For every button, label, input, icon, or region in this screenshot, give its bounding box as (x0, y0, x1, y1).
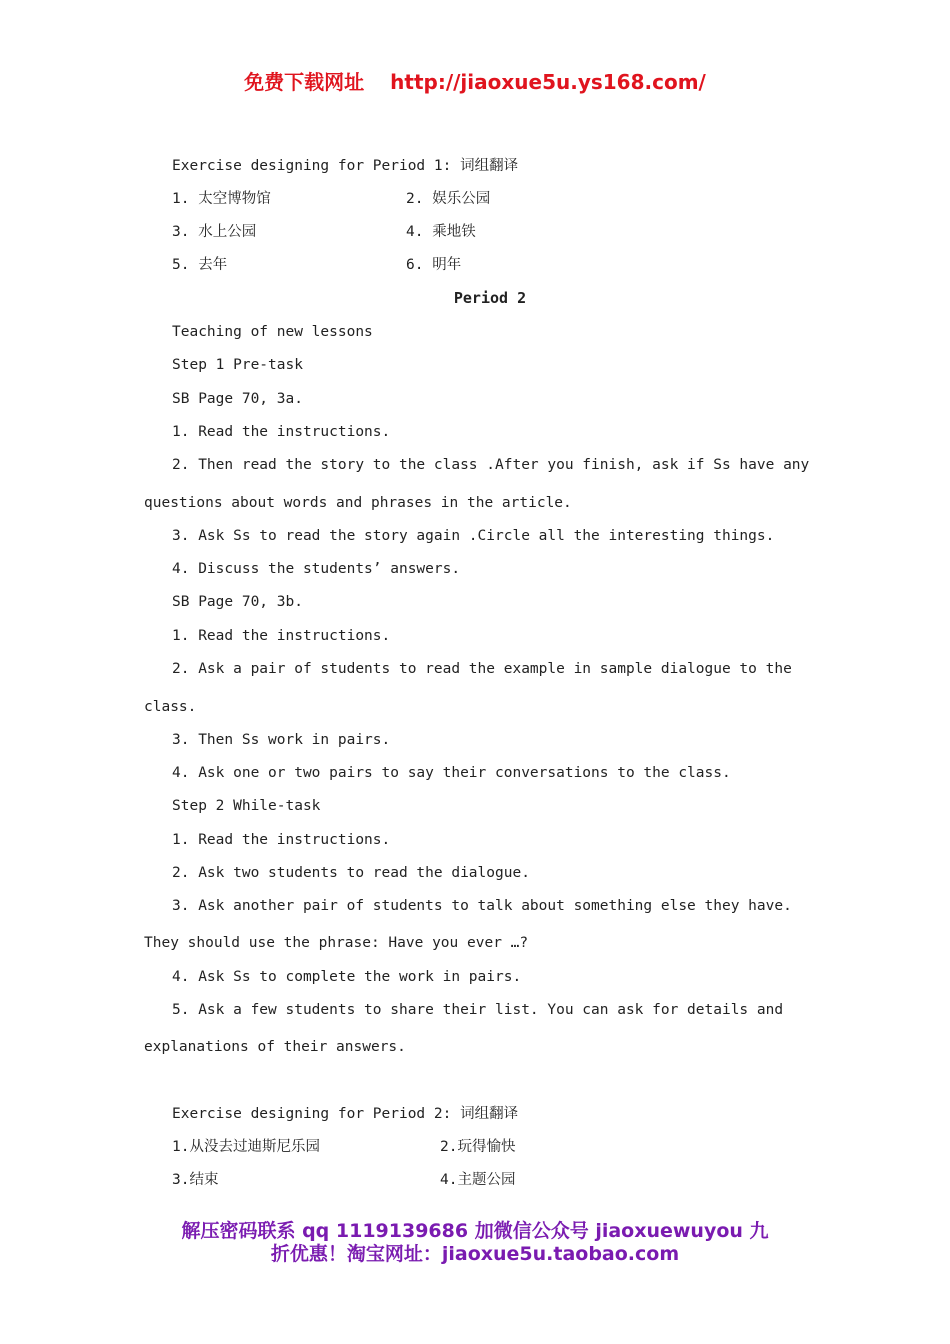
site-url-link[interactable]: http://jiaoxue5u.ys168.com/ (390, 70, 706, 94)
exercise-item: 3. 水上公园 (172, 224, 257, 240)
step-line: 1. Read the instructions. (172, 832, 391, 848)
download-header (0, 66, 950, 95)
step-line: 2. Then read the story to the class .After you finish, ask if Ss have any (172, 457, 810, 473)
exercise-item: 5. 去年 (172, 257, 228, 273)
step-line-continued: They should use the phrase: Have you ever …? (144, 935, 529, 951)
exercise-item: 1.从没去过迪斯尼乐园 (172, 1139, 320, 1155)
step-line: 4. Ask one or two pairs to say their conversations to the class. (172, 765, 731, 781)
exercise-item: 4. 乘地铁 (406, 224, 476, 240)
step-line-continued: explanations of their answers. (144, 1039, 406, 1055)
step1-heading: Step 1 Pre-task (172, 357, 303, 373)
step-line: 3. Ask Ss to read the story again .Circle all the interesting things. (172, 528, 775, 544)
period2-intro: Teaching of new lessons (172, 324, 373, 340)
exercise-item: 4.主题公园 (440, 1172, 516, 1188)
step-line: 1. Read the instructions. (172, 424, 391, 440)
step-line-continued: questions about words and phrases in the article. (144, 495, 572, 511)
site-name: 免费下载网址 (244, 70, 365, 94)
exercise-item: 1. 太空博物馆 (172, 191, 271, 207)
sb-page-3b: SB Page 70, 3b. (172, 594, 303, 610)
step-line: 4. Ask Ss to complete the work in pairs. (172, 969, 522, 985)
period2-heading: Period 2 (453, 289, 527, 307)
step-line: 2. Ask two students to read the dialogue. (172, 865, 530, 881)
sb-page-3a: SB Page 70, 3a. (172, 391, 303, 407)
step-line: 4. Discuss the students’ answers. (172, 561, 461, 577)
footer-contact-line: 解压密码联系 qq 1119139686 加微信公众号 jiaoxuewuyou 九 (181, 1220, 769, 1242)
step-line: 3. Ask another pair of students to talk about something else they have. (172, 898, 792, 914)
step2-heading: Step 2 While-task (172, 798, 321, 814)
footer-shop-line: 折优惠！淘宝网址：jiaoxue5u.taobao.com (270, 1243, 680, 1265)
step-line: 2. Ask a pair of students to read the example in sample dialogue to the (172, 661, 792, 677)
step-line: 5. Ask a few students to share their list. You can ask for details and (172, 1002, 784, 1018)
exercise-item: 2.玩得愉快 (440, 1139, 516, 1155)
exercise-item: 3.结束 (172, 1172, 219, 1188)
period1-exercise-title: Exercise designing for Period 1: 词组翻译 (172, 158, 519, 174)
step-line: 3. Then Ss work in pairs. (172, 732, 391, 748)
exercise-item: 2. 娱乐公园 (406, 191, 491, 207)
step-line: 1. Read the instructions. (172, 628, 391, 644)
period2-exercise-title: Exercise designing for Period 2: 词组翻译 (172, 1106, 519, 1122)
step-line-continued: class. (144, 699, 197, 715)
exercise-item: 6. 明年 (406, 257, 462, 273)
